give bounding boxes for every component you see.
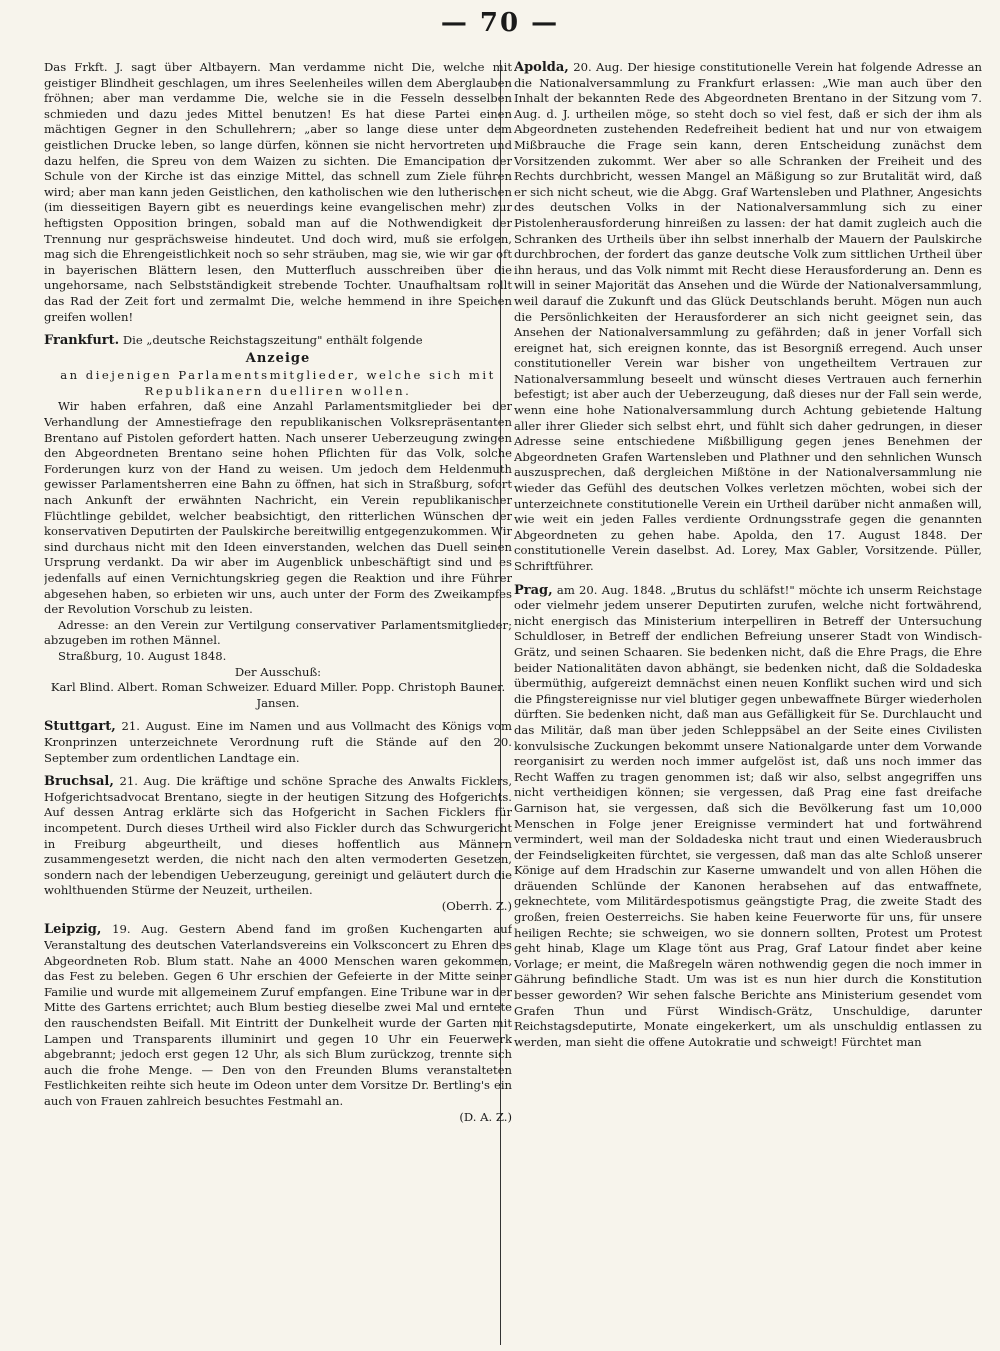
article-bruchsal <box>44 774 512 914</box>
article-frankfurt <box>44 333 512 711</box>
article-text: 19. Aug. Gestern Abend fand im großen Kuchengarten auf Veranstaltung des deutschen Vaterlandsvereins ein Volksconcert zu Ehren des Abgeordneten Rob. Blum statt. Nahe an 4000 Menschen waren gekommen, das Fest zu beleben. Gegen 6 Uhr erschien der Gefeierte in der Mitte seiner Familie und wurde mit allgemeinem Zuruf empfangen. Eine Tribune war in der Mitte des Gartens errichtet; auch Blum bestieg dieselbe zwei Mal und erntete den rauschendsten Beifall. Mit Eintritt der Dunkelheit wurde der Garten mit Lampen und Transparents illuminirt und gegen 10 Uhr ein Feuerwerk abgebrannt; jedoch erst gegen 12 Uhr, als sich Blum zurückzog, trennte sich auch die frohe Menge. — Den von den Freunden Blums veranstalteten Festlichkeiten reihte sich heute im Odeon unter dem Vorsitze Dr. Bertling's ein auch von Frauen zahlreich besuchtes Festmahl an. <box>44 922 512 1108</box>
dateline: Frankfurt. <box>44 333 120 349</box>
page-number: — 70 — <box>440 8 560 38</box>
notice-address: Adresse: an den Verein zur Vertilgung conservativer Parlamentsmitglieder; abzugeben im rothen Männel. <box>44 617 512 648</box>
article-leipzig <box>44 922 512 1125</box>
notice-body: Wir haben erfahren, daß eine Anzahl Parlamentsmitglieder bei der Verhandlung der Amnestiefrage den republikanischen Volksrepräsentanten Brentano auf Pistolen gefordert hatten. Nach unserer Ueberzeugung zwingen den Abgeordneten Brentano seine hohen Pflichten für das Volk, solche Forderungen kurz von der Hand zu weisen. Um jedoch dem Heldenmuth gewisser Parlamentsherren eine Bahn zu öffnen, hat sich in Straßburg, sofort nach Ankunft der erwähnten Nachricht, ein Verein republikanischer Flüchtlinge gebildet, welcher beabsichtigt, den ritterlichen Wünschen der konservativen Deputirten der Paulskirche bereitwillig entgegenzukommen. Wir sind durchaus nicht mit den Ideen einverstanden, welchen das Duell seinen Ursprung verdankt. Da wir aber im Augenblick unbeschäftigt sind und es jedenfalls auf einen Vernichtungskrieg gegen die Reaktion und ihre Führer abgesehen haben, so erbieten wir uns, auch unter der Form des Zweikampfes der Revolution Vorschub zu leisten. <box>44 399 512 617</box>
article-text: 21. August. Eine im Namen und aus Vollmacht des Königs vom Kronprinzen unterzeichnete Verordnung ruft die Stände auf den 20. September zum ordentlichen Landtage ein. <box>44 719 512 765</box>
article-text: Das Frkft. J. sagt über Altbayern. Man verdamme nicht Die, welche mit geistiger Blindheit geschlagen, um ihres Seelenheiles willen dem Aberglauben fröhnen; aber man verdamme Die, welche sie in die Fesseln desselben schmieden und dazu jedes Mittel benutzen! Es hat diese Partei einen mächtigen Gegner in den Schullehrern; „aber so lange diese unter dem geistlichen Drucke leben, so lange dürfen, können sie nicht hervortreten und dazu helfen, die Spreu von dem Waizen zu sichten. Die Emancipation der Schule von der Kirche ist das einzige Mittel, das schnell zum Ziele führen wird; aber man kann jeden Geistlichen, den katholischen wie den lutherischen (im diesseitigen Bayern gibt es neuerdings keine evangelischen mehr) zur heftigsten Opposition bringen, sobald man auf die Nothwendigkeit der Trennung nur gesprächsweise hindeutet. Und doch wird, muß sie erfolgen, mag sich die Ehrengeistlichkeit noch so sehr sträuben, mag sie, wie wir gar oft in bayerischen Blättern lesen, den Mutterfluch ausschreiben über die ungehorsame, nach Selbstständigkeit strebende Tochter. Unaufhaltsam rollt das Rad der Zeit fort und zermalmt Die, welche hemmend in ihre Speichen greifen wollen! <box>44 60 512 324</box>
article-apolda <box>514 60 982 575</box>
article-intro: Die „deutsche Reichstagszeitung" enthält folgende <box>122 333 423 348</box>
article-stuttgart <box>44 719 512 766</box>
article-text: 21. Aug. Die kräftige und schöne Sprache des Anwalts Ficklers, Hofgerichtsadvocat Brentano, siegte in der heutigen Sitzung des Hofgerichts. Auf dessen Antrag erklärte sich das Hofgericht in Sachen Ficklers für incompetent. Durch dieses Urtheil wird also Fickler durch das Schwurgericht in Freiburg abgeurtheilt, und dieses hoffentlich aus Männern zusammengesetzt werden, die nicht nach den alten vermoderten Gesetzen, sondern nach der lebendigen Ueberzeugung, gereinigt und geläutert durch die wohlthuenden Stürme der Neuzeit, urtheilen. <box>44 774 512 898</box>
dateline: Prag, <box>514 582 553 598</box>
article-source: (Oberrh. Z.) <box>441 898 512 913</box>
notice-committee: Der Ausschuß: <box>234 664 322 679</box>
dateline: Bruchsal, <box>44 774 114 790</box>
article-text: 20. Aug. Der hiesige constitutionelle Verein hat folgende Adresse an die Nationalversammlung zu Frankfurt erlassen: „Wie man auch über den Inhalt der bekannten Rede des Abgeordneten Brentano in der Sitzung vom 7. Aug. d. J. urtheilen möge, so steht doch so viel fest, daß er sich der ihm als Abgeordneten zustehenden Redefreiheit bedient hat und nur von etwaigem Mißbrauche die Frage sein kann, deren Entscheidung zunächst dem Vorsitzenden zukommt. Wer aber so alle Schranken der Freiheit und des Rechts durchbricht, wessen Mangel an Mäßigung so zur Brutalität wird, daß er sich nicht scheut, wie die Abgg. Graf Wartensleben und Plathner, Angesichts des deutschen Volks in der Nationalversammlung sich zu einer Pistolenherausforderung hinreißen zu lassen: der hat damit zugleich auch die Schranken des Urtheils über ihn selbst innerhalb der Mauern der Paulskirche durchbrochen, der fordert das ganze deutsche Volk zum sittlichen Urtheil über ihn heraus, und das Volk nimmt mit Recht diese Herausforderung an. Denn es will in seiner Majorität das Ansehen und die Würde der Nationalversammlung, weil darauf die Zukunft und das Glück Deutschlands beruht. Mögen nun auch die Persönlichkeiten der Herausforderer an sich nicht geeignet sein, das Ansehen der Nationalversammlung zu gefährden; daß in jener Vorfall sich ereignet hat, sich ereignen konnte, das ist Besorgniß erregend. Auch unser constitutioneller Verein war bisher von ungetheiltem Vertrauen zur Nationalversammlung beseelt und wünscht dieses Vertrauen auch fernerhin befestigt; ist aber auch der Ueberzeugung, daß dieses nur der Fall sein werde, wenn eine hohe Nationalversammlung durch Achtung gebietende Haltung aller ihrer Glieder sich selbst ehrt, und fühlt sich daher gedrungen, in dieser Adresse seine entschiedene Mißbilligung gegen jenes Benehmen der Abgeordneten Grafen Wartensleben und Plathner und den sehnlichen Wunsch auszusprechen, daß dergleichen Mißtöne in der Nationalversammlung nie wieder das Gefühl des deutschen Volkes verletzen möchten, wobei sich der unterzeichnete constitutionelle Verein ein Urtheil darüber nicht anmaßen will, wie weit ein jeden Falles verdiente Ordnungsstrafe gegen die genannten Abgeordneten zu gehen habe. Apolda, den 17. August 1848. Der constitutionelle Verein daselbst. Ad. Lorey, Max Gabler, Vorsitzende. Püller, Schriftführer. <box>514 60 982 573</box>
dateline: Leipzig, <box>44 922 102 938</box>
left-column <box>44 60 512 1345</box>
article-source: (D. A. Z.) <box>459 1109 512 1124</box>
notice-signatories: Karl Blind. Albert. Roman Schweizer. Eduard Miller. Popp. Christoph Bauner. Jansen. <box>50 680 506 710</box>
dateline: Apolda, <box>514 60 569 75</box>
notice-place-date: Straßburg, 10. August 1848. <box>58 648 227 663</box>
notice-heading: Anzeige <box>245 350 311 366</box>
article-text: am 20. Aug. 1848. „Brutus du schläfst!" möchte ich unserm Reichstage oder vielmehr jedem unserer Deputirten zurufen, welche nicht fortwährend, nicht energisch das Ministerium interpelliren in Betreff der Untersuchung Schuldloser, in Betreff der endlichen Befreiung unserer Stadt von Windisch-Grätz, und seinen Schaaren. Sie bedenken nicht, daß die Ehre Prags, die Ehre beider Nationalitäten davon abhängt, sie bedenken nicht, daß die Soldadeska übermüthig, aufgereizt demnächst einen neuen Konflikt suchen wird und sich die Pfingstereignisse nur viel blutiger gegen unbewaffnete Bürger wiederholen dürften. Sie bedenken nicht, daß man aus Gefälligkeit für Se. Durchlaucht und das Militär, daß man über jeden Schleppsäbel an der Seite eines Civilisten konvulsische Zuckungen bekommt unsere Nationalgarde unter dem Vorwande reorganisirt zu werden noch immer aufgelöst ist, daß uns noch immer das Recht Waffen zu tragen genommen ist; daß wir also, selbst angegriffen uns nicht vertheidigen können; sie vergessen, daß Prag eine fast dreifache Garnison hat, sie vergessen, daß sich die Bevölkerung fast um 10,000 Menschen in Folge jener Ereignisse vermindert hat und fortwährend vermindert, weil man der Soldadeska nicht traut und einen Wiederausbruch der Feindseligkeiten fürchtet, sie vergessen, daß man das alte Schloß unserer Könige auf dem Hradschin zur Kaserne umwandelt und von allen Höhen die dräuenden Schlünde der Kanonen herabsehen auf das entwaffnete, geknechtete, vom Militärdespotismus geängstigte Prag, die zweite Stadt des großen, freien Oesterreichs. Sie haben keine Feuerworte für uns, für unsere heiligen Rechte; sie schweigen, wo sie donnern sollten, Protest um Protest geht hinab, Klage um Klage tönt aus Prag, Graf Latour findet aber keine Vorlage; er meint, die Maßregeln wären nothwendig gegen die noch immer in Gährung befindliche Stadt. Um was ist es nun hier durch die Konstitution besser geworden? Wir sehen falsche Berichte ans Ministerium gesendet vom Grafen Thun und Fürst Windisch-Grätz, Unschuldige, darunter Reichstagsdeputirte, Monate eingekerkert, um als unschuldig entlassen zu werden, man sieht die offene Autokratie und schweigt! Fürchtet man <box>514 582 982 1049</box>
notice-subtitle: an diejenigen Parlamentsmitglieder, welche sich mit Republikanern duelliren wollen. <box>60 368 496 398</box>
dateline: Stuttgart, <box>44 719 116 735</box>
article-prag <box>514 583 982 1051</box>
right-column <box>514 60 982 1345</box>
article-altbayern <box>44 60 512 325</box>
